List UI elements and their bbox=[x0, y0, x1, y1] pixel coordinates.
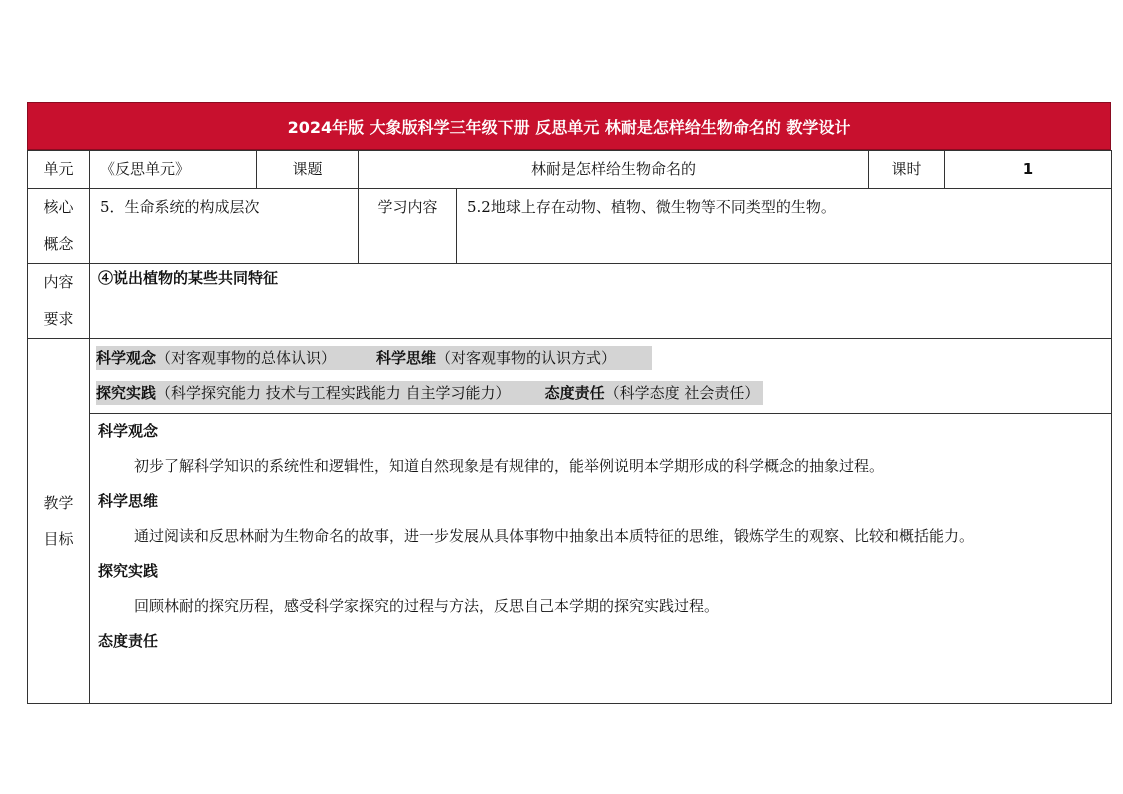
core-concept-label-line2: 概念 bbox=[43, 235, 74, 253]
topic-label: 课题 bbox=[257, 151, 359, 189]
content-requirement-label-line2: 要求 bbox=[43, 310, 74, 328]
learning-content-value: 5.2地球上存在动物、植物、微生物等不同类型的生物。 bbox=[457, 189, 1112, 264]
document-title: 2024年版 大象版科学三年级下册 反思单元 林耐是怎样给生物命名的 教学设计 bbox=[27, 102, 1111, 150]
content-requirement-value: ④说出植物的某些共同特征 bbox=[90, 264, 1112, 339]
core-concept-label bbox=[28, 189, 90, 264]
teaching-goals-label-line2: 目标 bbox=[43, 530, 74, 548]
summary-inquiry-practice-note: （科学探究能力 技术与工程实践能力 自主学习能力） bbox=[156, 384, 511, 402]
unit-label: 单元 bbox=[28, 151, 90, 189]
unit-value: 《反思单元》 bbox=[90, 151, 257, 189]
summary-scientific-thinking: 科学思维 bbox=[376, 349, 437, 367]
goals-summary-highlight2 bbox=[96, 381, 763, 405]
goals-summary-row bbox=[28, 339, 1112, 414]
goal-heading-scientific-thinking: 科学思维 bbox=[98, 492, 159, 510]
goals-summary-line1 bbox=[96, 341, 1105, 376]
topic-value: 林耐是怎样给生物命名的 bbox=[359, 151, 869, 189]
goals-summary-line2 bbox=[96, 376, 1105, 411]
summary-scientific-concept: 科学观念 bbox=[96, 349, 157, 367]
summary-inquiry-practice: 探究实践 bbox=[96, 384, 157, 402]
goal-text-scientific-thinking: 通过阅读和反思林耐为生物命名的故事，进一步发展从具体事物中抽象出本质特征的思维，锻炼学生的观察、比较和概括能力。 bbox=[134, 527, 975, 545]
summary-scientific-concept-note: （对客观事物的总体认识） bbox=[156, 349, 337, 367]
goal-text-scientific-concept: 初步了解科学知识的系统性和逻辑性，知道自然现象是有规律的，能举例说明本学期形成的科学概念的抽象过程。 bbox=[134, 457, 885, 475]
lesson-plan-document bbox=[27, 102, 1111, 704]
goal-heading-scientific-concept: 科学观念 bbox=[98, 422, 159, 440]
core-concept-value: 5．生命系统的构成层次 bbox=[90, 189, 359, 264]
teaching-goals-label-line1: 教学 bbox=[43, 494, 74, 512]
content-requirement-row bbox=[28, 264, 1112, 339]
goal-text-inquiry-practice: 回顾林耐的探究历程，感受科学家探究的过程与方法，反思自己本学期的探究实践过程。 bbox=[134, 597, 720, 615]
content-requirement-label-line1: 内容 bbox=[43, 273, 74, 291]
period-label: 课时 bbox=[869, 151, 945, 189]
goals-summary-highlight1 bbox=[96, 346, 652, 370]
goals-detail bbox=[90, 414, 1112, 704]
unit-row bbox=[28, 151, 1112, 189]
goals-summary bbox=[90, 339, 1112, 414]
goal-heading-attitude-responsibility: 态度责任 bbox=[98, 632, 159, 650]
summary-scientific-thinking-note: （对客观事物的认识方式） bbox=[436, 349, 617, 367]
learning-content-label: 学习内容 bbox=[359, 189, 457, 264]
teaching-goals-label bbox=[28, 339, 90, 704]
lesson-plan-table bbox=[27, 150, 1112, 704]
goal-heading-inquiry-practice: 探究实践 bbox=[98, 562, 159, 580]
period-value: 1 bbox=[945, 151, 1112, 189]
content-requirement-label bbox=[28, 264, 90, 339]
goals-detail-row bbox=[28, 414, 1112, 704]
core-concept-label-line1: 核心 bbox=[43, 198, 74, 216]
core-concept-row bbox=[28, 189, 1112, 264]
summary-attitude-responsibility: 态度责任 bbox=[544, 384, 605, 402]
summary-attitude-responsibility-note: （科学态度 社会责任） bbox=[604, 384, 760, 402]
